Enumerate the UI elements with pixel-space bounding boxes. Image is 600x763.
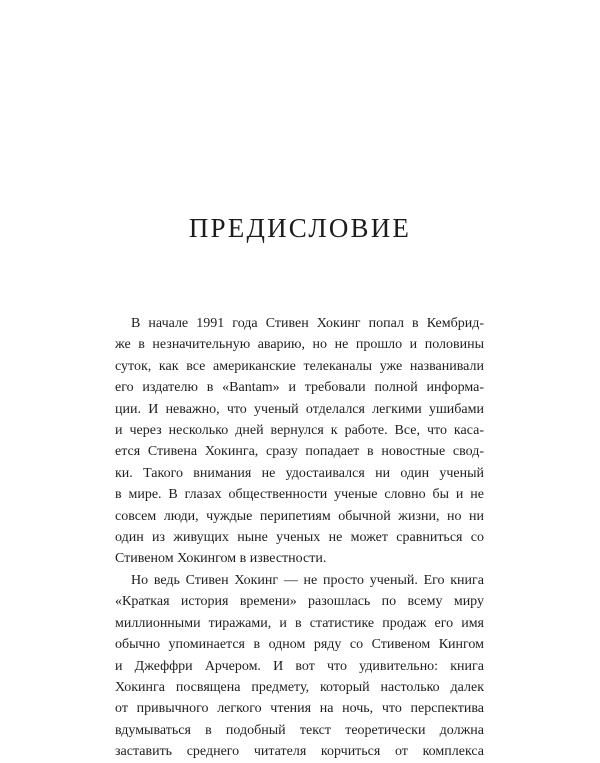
chapter-heading: ПРЕДИСЛОВИЕ (188, 213, 412, 243)
text-line: Стивеном Хокингом в известности. (115, 551, 327, 567)
text-line: в мире. В глазах общественности ученые словно бы и не (115, 487, 484, 503)
text-line: же в незначительную аварию, но не прошло и половины (115, 337, 484, 353)
text-line: обычно упоминается в одном ряду со Стивеном Кингом (115, 637, 484, 653)
text-line: один из живущих ныне ученых не может сравниться со (115, 530, 484, 546)
body-text (115, 313, 484, 763)
paragraph-2 (115, 570, 484, 763)
text-line: и Джеффри Арчером. И вот что удивительно: книга (115, 658, 484, 674)
text-line: от привычного легкого чтения на ночь, что перспектива (115, 701, 484, 717)
text-line: ки. Такого внимания не удостаивался ни один ученый (115, 465, 484, 481)
text-line: Хокинга посвящена предмету, который настолько далек (115, 679, 484, 695)
text-line: Но ведь Стивен Хокинг — не просто ученый. Его книга (131, 572, 484, 588)
text-line: «Краткая история времени» разошлась по всему миру (115, 594, 484, 610)
text-line: ции. И неважно, что ученый отделался легкими ушибами (115, 401, 484, 417)
paragraph-1 (115, 313, 484, 570)
text-line: миллионными тиражами, и в статистике продаж его имя (115, 615, 484, 631)
text-line: В начале 1991 года Стивен Хокинг попал в Кембрид- (131, 316, 484, 331)
text-line: совсем люди, чуждые перипетиям обычной жизни, но ни (115, 508, 484, 524)
text-line: вдумываться в подобный текст теоретически должна (115, 722, 484, 738)
text-line: заставить среднего читателя корчиться от комплекса (115, 744, 484, 760)
text-line: и через несколько дней вернулся к работе. Все, что каса- (115, 423, 484, 439)
text-line: его издателю в «Bantam» и требовали полной информа- (115, 380, 484, 396)
text-line: суток, как все американские телеканалы уже названивали (115, 358, 484, 374)
text-line: ется Стивена Хокинга, сразу попадает в новостные свод- (115, 444, 484, 460)
